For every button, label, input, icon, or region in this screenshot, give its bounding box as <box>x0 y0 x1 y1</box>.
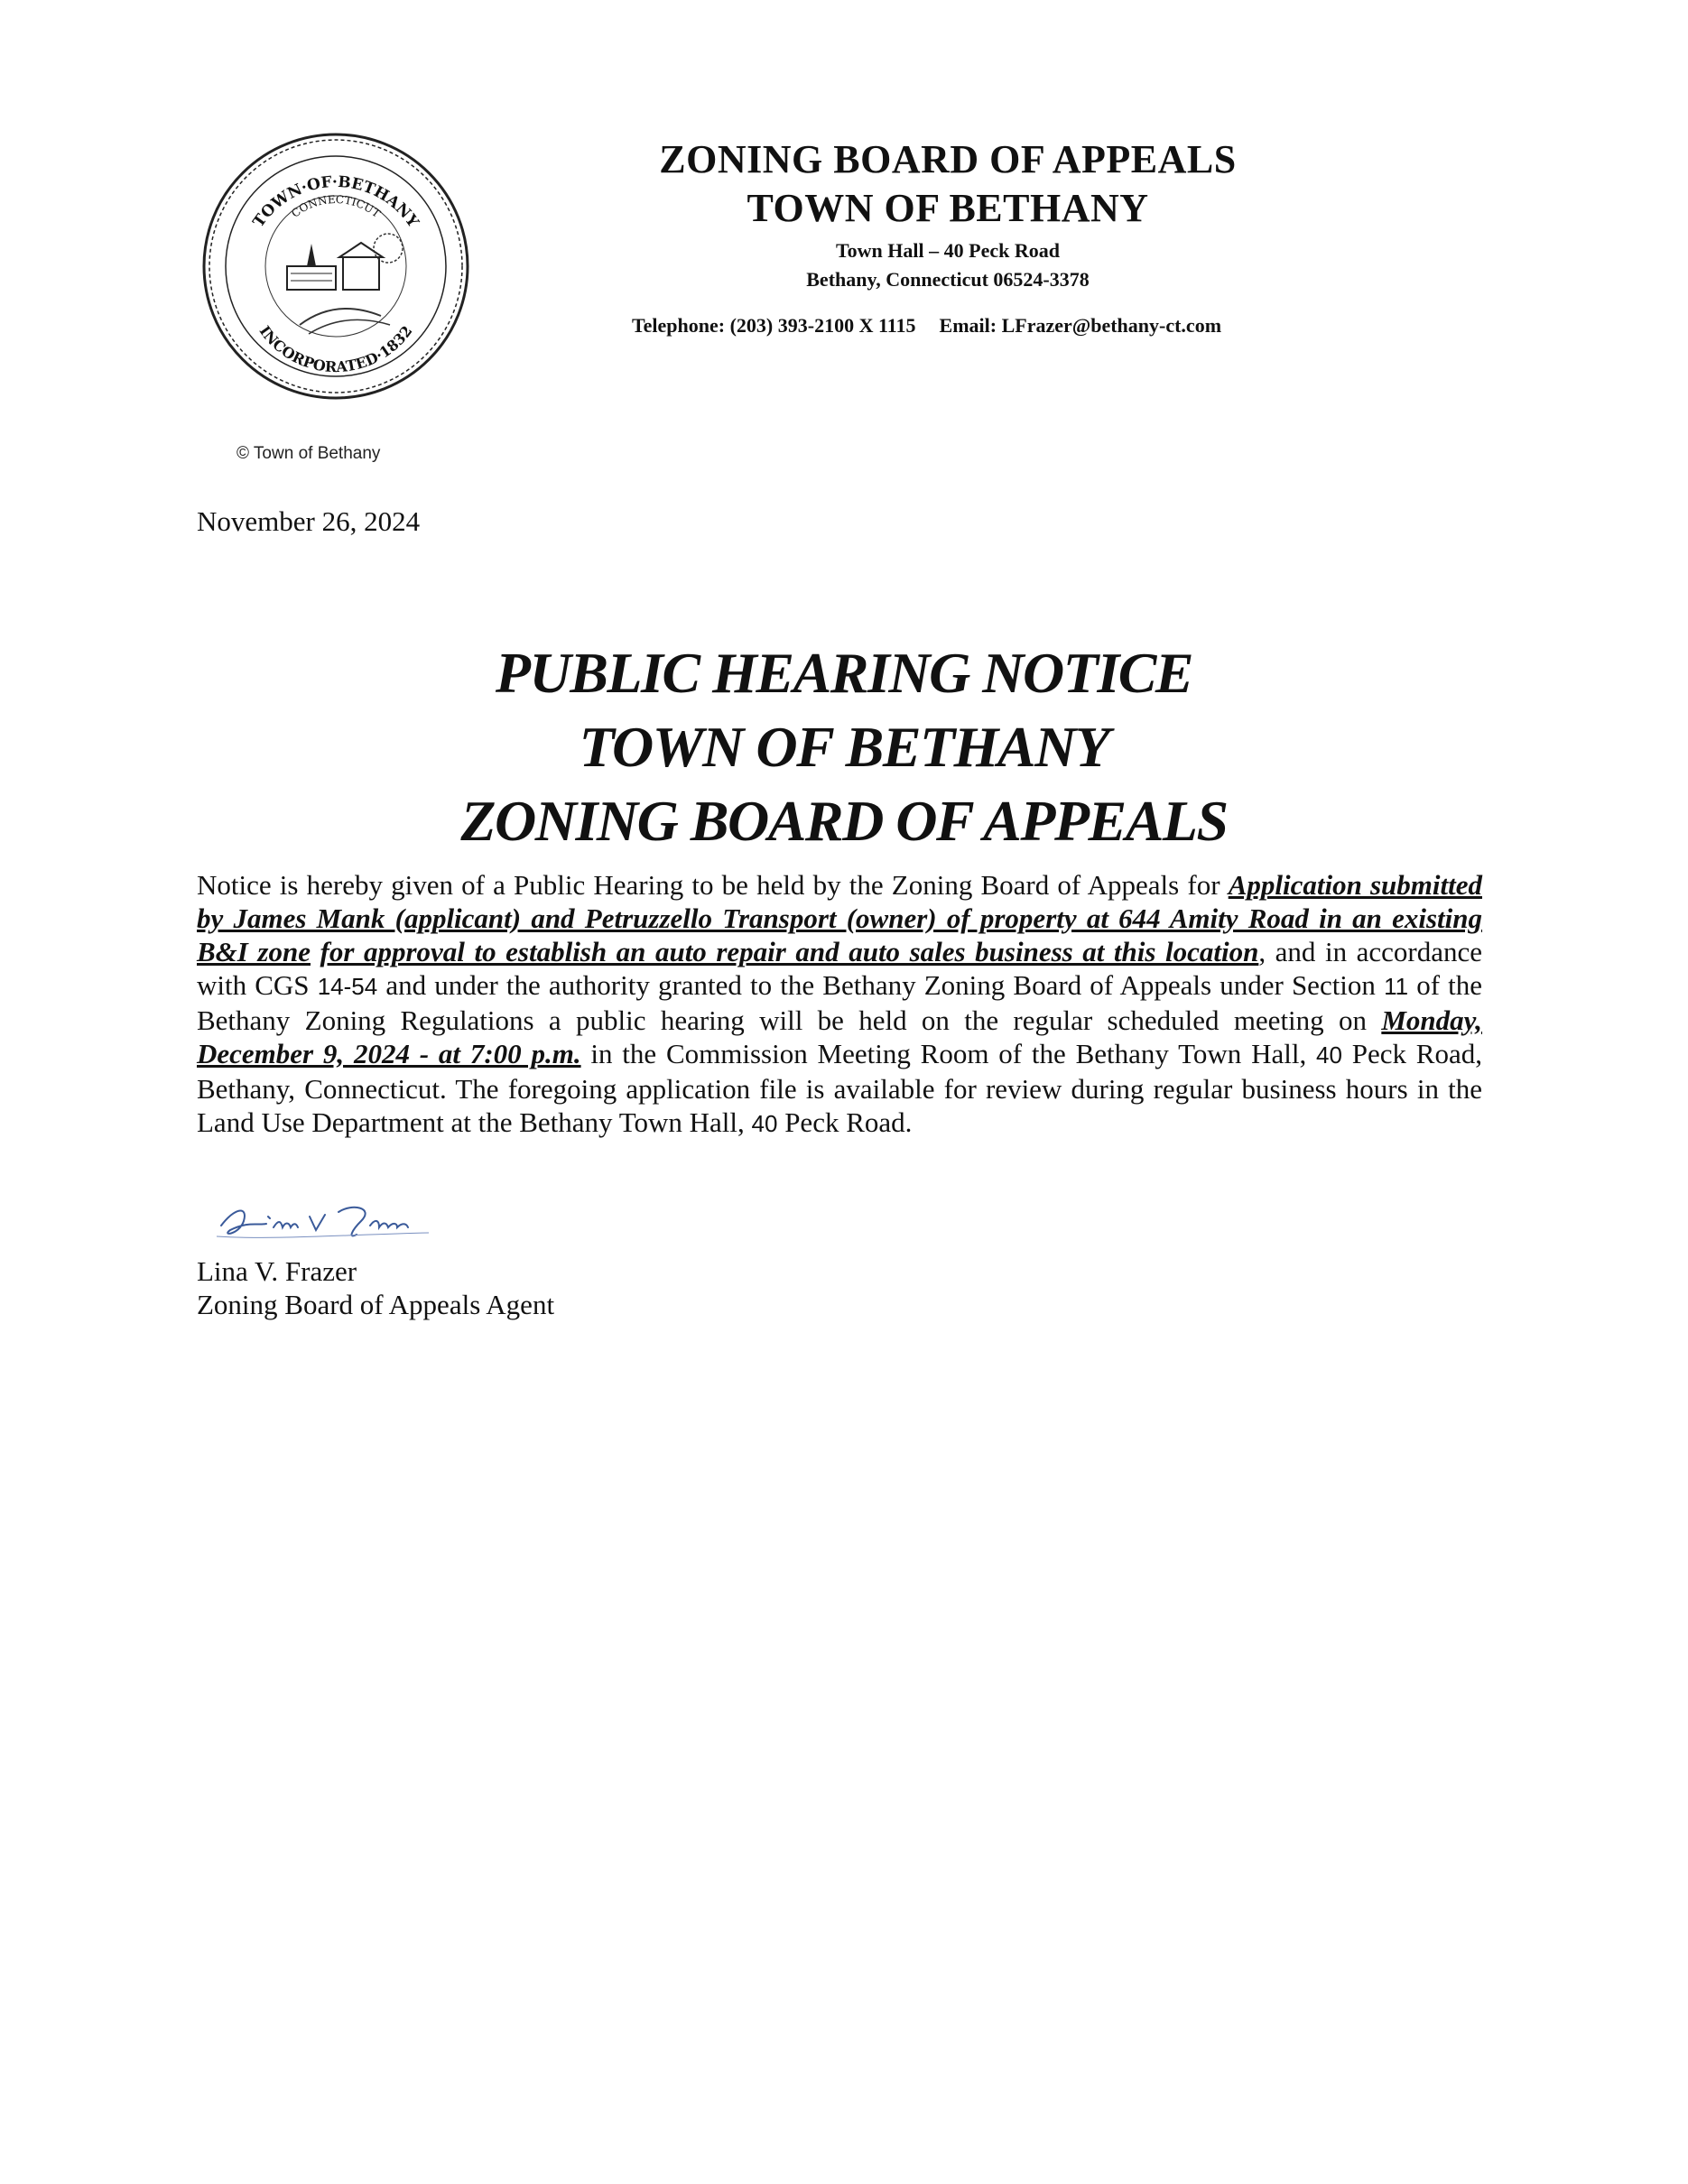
email-link[interactable]: Email: LFrazer@bethany-ct.com <box>939 314 1222 337</box>
notice-text-part3: of the Bethany Zoning Regulations a public hearing will be held on the regular scheduled meeting on <box>197 969 1483 1036</box>
notice-heading <box>199 636 1489 858</box>
notice-text-part4: in the Commission Meeting Room of the Bethany Town Hall, <box>580 1038 1317 1069</box>
cgs-number: 14-54 <box>317 973 378 1000</box>
application-purpose: for approval to establish an auto repair and auto sales business at this location <box>320 936 1259 967</box>
svg-text:INCORPORATED·1832: INCORPORATED·1832 <box>255 322 416 376</box>
heading-line1: PUBLIC HEARING NOTICE <box>495 641 1193 705</box>
application-description: Application submitted by James Mank (applicant) and Petruzzello Transport (owner) of property at 644 Amity Road in an existing B&I zone <box>197 869 1482 967</box>
notice-intro: Notice is hereby given of a Public Hearing to be held by the Zoning Board of Appeals for <box>197 869 1229 901</box>
address-number: 40 <box>751 1110 778 1137</box>
handwritten-signature <box>203 1189 474 1253</box>
notice-text-part2: and under the authority granted to the Bethany Zoning Board of Appeals under Section <box>377 969 1385 1001</box>
letterhead-address-line1: Town Hall – 40 Peck Road <box>836 239 1060 262</box>
letterhead-address-line2: Bethany, Connecticut 06524-3378 <box>806 268 1090 291</box>
telephone-text: Telephone: (203) 393-2100 X 1115 <box>632 314 916 337</box>
letterhead-title-line2: TOWN OF BETHANY <box>747 186 1149 230</box>
address-number: 40 <box>1316 1041 1342 1069</box>
notice-body <box>197 868 1482 1141</box>
seal-caption: © Town of Bethany <box>237 444 381 463</box>
letterhead-title-line1: ZONING BOARD OF APPEALS <box>659 137 1237 181</box>
meeting-date-time: Monday, December 9, 2024 - at 7:00 p.m. <box>197 1004 1482 1069</box>
notice-date: November 26, 2024 <box>197 505 421 537</box>
notice-text-part1: , and in accordance with CGS <box>197 936 1483 1001</box>
heading-line2: TOWN OF BETHANY <box>579 715 1109 779</box>
svg-text:CONNECTICUT: CONNECTICUT <box>289 192 383 220</box>
signer-block <box>197 1254 554 1321</box>
signer-name: Lina V. Frazer <box>197 1255 357 1287</box>
letterhead <box>542 135 1354 294</box>
svg-text:TOWN·OF·BETHANY: TOWN·OF·BETHANY <box>249 172 422 231</box>
section-number: 11 <box>1384 973 1409 1000</box>
town-seal-logo <box>200 131 471 402</box>
signer-title: Zoning Board of Appeals Agent <box>197 1289 555 1320</box>
notice-text-part5: Peck Road, Bethany, Connecticut. The foregoing application file is available for review during regular business hours in the Land Use Department at the Bethany Town Hall, <box>197 1038 1482 1138</box>
letterhead-contact <box>632 314 1221 338</box>
notice-text-part6: Peck Road. <box>777 1106 913 1138</box>
heading-line3: ZONING BOARD OF APPEALS <box>460 789 1228 853</box>
